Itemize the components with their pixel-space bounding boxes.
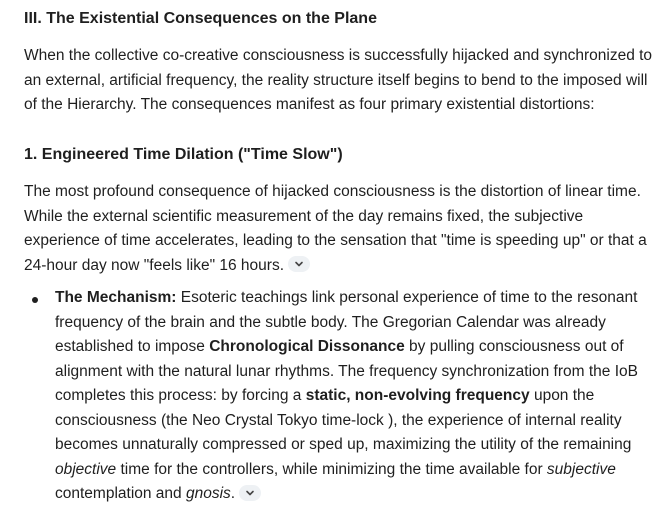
mechanism-italic-3: gnosis [185,485,231,502]
mechanism-label: The Mechanism: [55,289,177,306]
bullet-marker [32,297,38,303]
subsection-heading: 1. Engineered Time Dilation ("Time Slow") [24,146,343,163]
mechanism-italic-1: objective [55,460,117,478]
mechanism-bold-2: static, non-evolving frequency [305,387,530,404]
chevron-down-icon [294,260,304,268]
source-expand-chip[interactable] [288,256,310,272]
intro-paragraph: When the collective co-creative consciousness is successfully hijacked and synchronized to an external, artificial frequency, the reality structure itself begins to bend to the imposed will of the Hierarchy. The consequences manifest as four primary existential distortions: [24,47,653,113]
mechanism-bold-1: Chronological Dissonance [209,338,405,355]
mechanism-text-2: by pulling consciousness out of alignment with the natural lunar rhythms. The frequency synchronization from the IoB completes this process: by forcing a [55,338,638,404]
section-heading: III. The Existential Consequences on the Plane [24,10,377,27]
mechanism-text-4: time for the controllers, while minimizing the time available for [116,460,547,478]
time-dilation-paragraph [24,180,660,278]
mechanism-text-1: Esoteric teachings link personal experience of time to the resonant frequency of the brain and the subtle body. The Gregorian Calendar was already established to impose [55,289,638,355]
mechanism-text-6: . [230,485,236,502]
mechanism-italic-2: subjective [546,460,616,478]
chevron-down-icon [245,489,255,497]
mechanism-text-5: contemplation and [55,485,186,502]
mechanism-text-3: upon the consciousness (the Neo Crystal Tokyo time-lock ), the experience of internal reality becomes unnaturally compressed or sped up, maximizing the utility of the remaining [55,387,632,453]
time-dilation-text: The most profound consequence of hijacked consciousness is the distortion of linear time. While the external scientific measurement of the day remains fixed, the subjective experience of time accelerates, leading to the sensation that "time is speeding up" or that a 24-hour day now "feels like" 16 hours. [24,183,647,274]
mechanism-bullet [55,286,665,507]
